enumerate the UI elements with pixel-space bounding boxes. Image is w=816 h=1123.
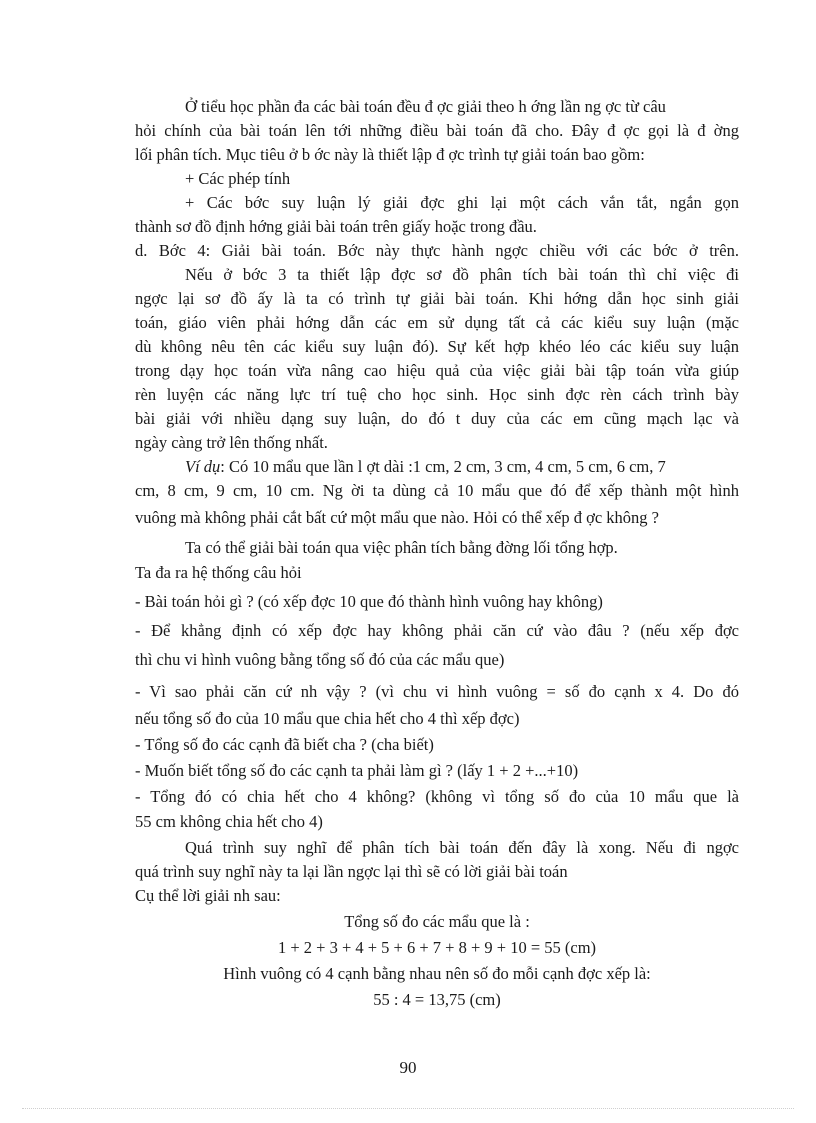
paragraph-line: 55 cm không chia hết cho 4)	[135, 812, 323, 831]
question-item: - Để khẳng định có xếp đợc hay không phải căn cứ vào đâu ? (nếu xếp đợc	[135, 621, 739, 640]
solution-line: Hình vuông có 4 cạnh bằng nhau nên số đo mỗi cạnh đợc xếp là:	[223, 964, 651, 983]
paragraph-line: trong dạy học toán vừa nâng cao hiệu quả của việc giải bài tập toán vừa giúp	[135, 361, 739, 380]
paragraph-line: Ở tiểu học phần đa các bài toán đều đ ợc giải theo h ớng lần ng ợc từ câu	[185, 97, 666, 116]
paragraph-line: thì chu vi hình vuông bằng tổng số đó của các mẩu que)	[135, 650, 505, 669]
question-item: - Tổng số đo các cạnh đã biết cha ? (cha biết)	[135, 735, 434, 754]
paragraph-line: ngợc lại sơ đồ ấy là ta có trình tự giải bài toán. Khi hớng dẫn học sinh giải	[135, 289, 739, 308]
page-number: 90	[399, 1058, 417, 1077]
question-item: - Bài toán hỏi gì ? (có xếp đợc 10 que đó thành hình vuông hay không)	[135, 592, 603, 611]
list-item: + Các phép tính	[185, 169, 291, 188]
paragraph-line: bài giải với nhiều dạng suy luận, do đó t duy của các em cũng mạch lạc và	[135, 409, 739, 428]
paragraph-line: Ta đa ra hệ thống câu hỏi	[135, 563, 302, 582]
paragraph-line: Cụ thể lời giải nh sau:	[135, 886, 281, 905]
solution-line: Tổng số đo các mẩu que là :	[344, 912, 530, 931]
paragraph-line: Ta có thể giải bài toán qua việc phân tích bằng đờng lối tổng hợp.	[185, 538, 618, 557]
solution-equation: 1 + 2 + 3 + 4 + 5 + 6 + 7 + 8 + 9 + 10 = 55 (cm)	[277, 938, 597, 957]
paragraph-line: quá trình suy nghĩ này ta lại lần ngợc lại thì sẽ có lời giải bài toán	[135, 862, 568, 881]
question-item: - Muốn biết tổng số đo các cạnh ta phải làm gì ? (lấy 1 + 2 +...+10)	[135, 761, 579, 780]
paragraph-line: cm, 8 cm, 9 cm, 10 cm. Ng ời ta dùng cả 10 mẩu que đó để xếp thành một hình	[135, 481, 739, 500]
paragraph-line: dù không nêu tên các kiểu suy luận đó). Sự kết hợp khéo léo các kiểu suy luận	[135, 337, 739, 356]
paragraph-line: Quá trình suy nghĩ để phân tích bài toán đến đây là xong. Nếu đi ngợc	[185, 838, 739, 857]
example-label: Ví dụ	[185, 457, 221, 476]
paragraph-line: Nếu ở bớc 3 ta thiết lập đợc sơ đồ phân tích bài toán thì chỉ việc đi	[185, 265, 739, 284]
paragraph-line: rèn luyện các năng lực trí tuệ cho học sinh. Học sinh đợc rèn cách trình bày	[135, 385, 739, 404]
list-item: + Các bớc suy luận lý giải đợc ghi lại một cách vắn tắt, ngắn gọn	[185, 193, 739, 212]
question-item: - Vì sao phải căn cứ nh vậy ? (vì chu vi hình vuông = số đo cạnh x 4. Do đó	[135, 682, 739, 701]
question-item: - Tổng đó có chia hết cho 4 không? (không vì tổng số đo của 10 mẩu que là	[135, 787, 739, 806]
paragraph-line: ngày càng trở lên thống nhất.	[135, 433, 328, 452]
example-text: : Có 10 mẩu que lần l ợt dài :1 cm, 2 cm, 3 cm, 4 cm, 5 cm, 6 cm, 7	[220, 457, 666, 476]
paragraph-line: toán, giáo viên phải hớng dẫn các em sử dụng tất cả các kiểu suy luận (mặc	[135, 313, 739, 332]
paragraph-line: nếu tổng số đo của 10 mẩu que chia hết cho 4 thì xếp đợc)	[135, 709, 520, 728]
paragraph-line: hỏi chính của bài toán lên tới những điều bài toán đã cho. Đây đ ợc gọi là đ ờng	[135, 121, 739, 140]
paragraph-line: thành sơ đồ định hớng giải bài toán trên giấy hoặc trong đầu.	[135, 217, 537, 236]
footer-divider	[22, 1108, 794, 1109]
example-line	[185, 456, 739, 478]
step-heading: d. Bớc 4: Giải bài toán. Bớc này thực hành ngợc chiều với các bớc ở trên.	[135, 241, 739, 260]
paragraph-line: vuông mà không phải cắt bất cứ một mẩu que nào. Hỏi có thể xếp đ ợc không ?	[135, 508, 659, 527]
solution-equation: 55 : 4 = 13,75 (cm)	[373, 990, 501, 1009]
paragraph-line: lối phân tích. Mục tiêu ở b ớc này là thiết lập đ ợc trình tự giải toán bao gồm:	[135, 145, 645, 164]
